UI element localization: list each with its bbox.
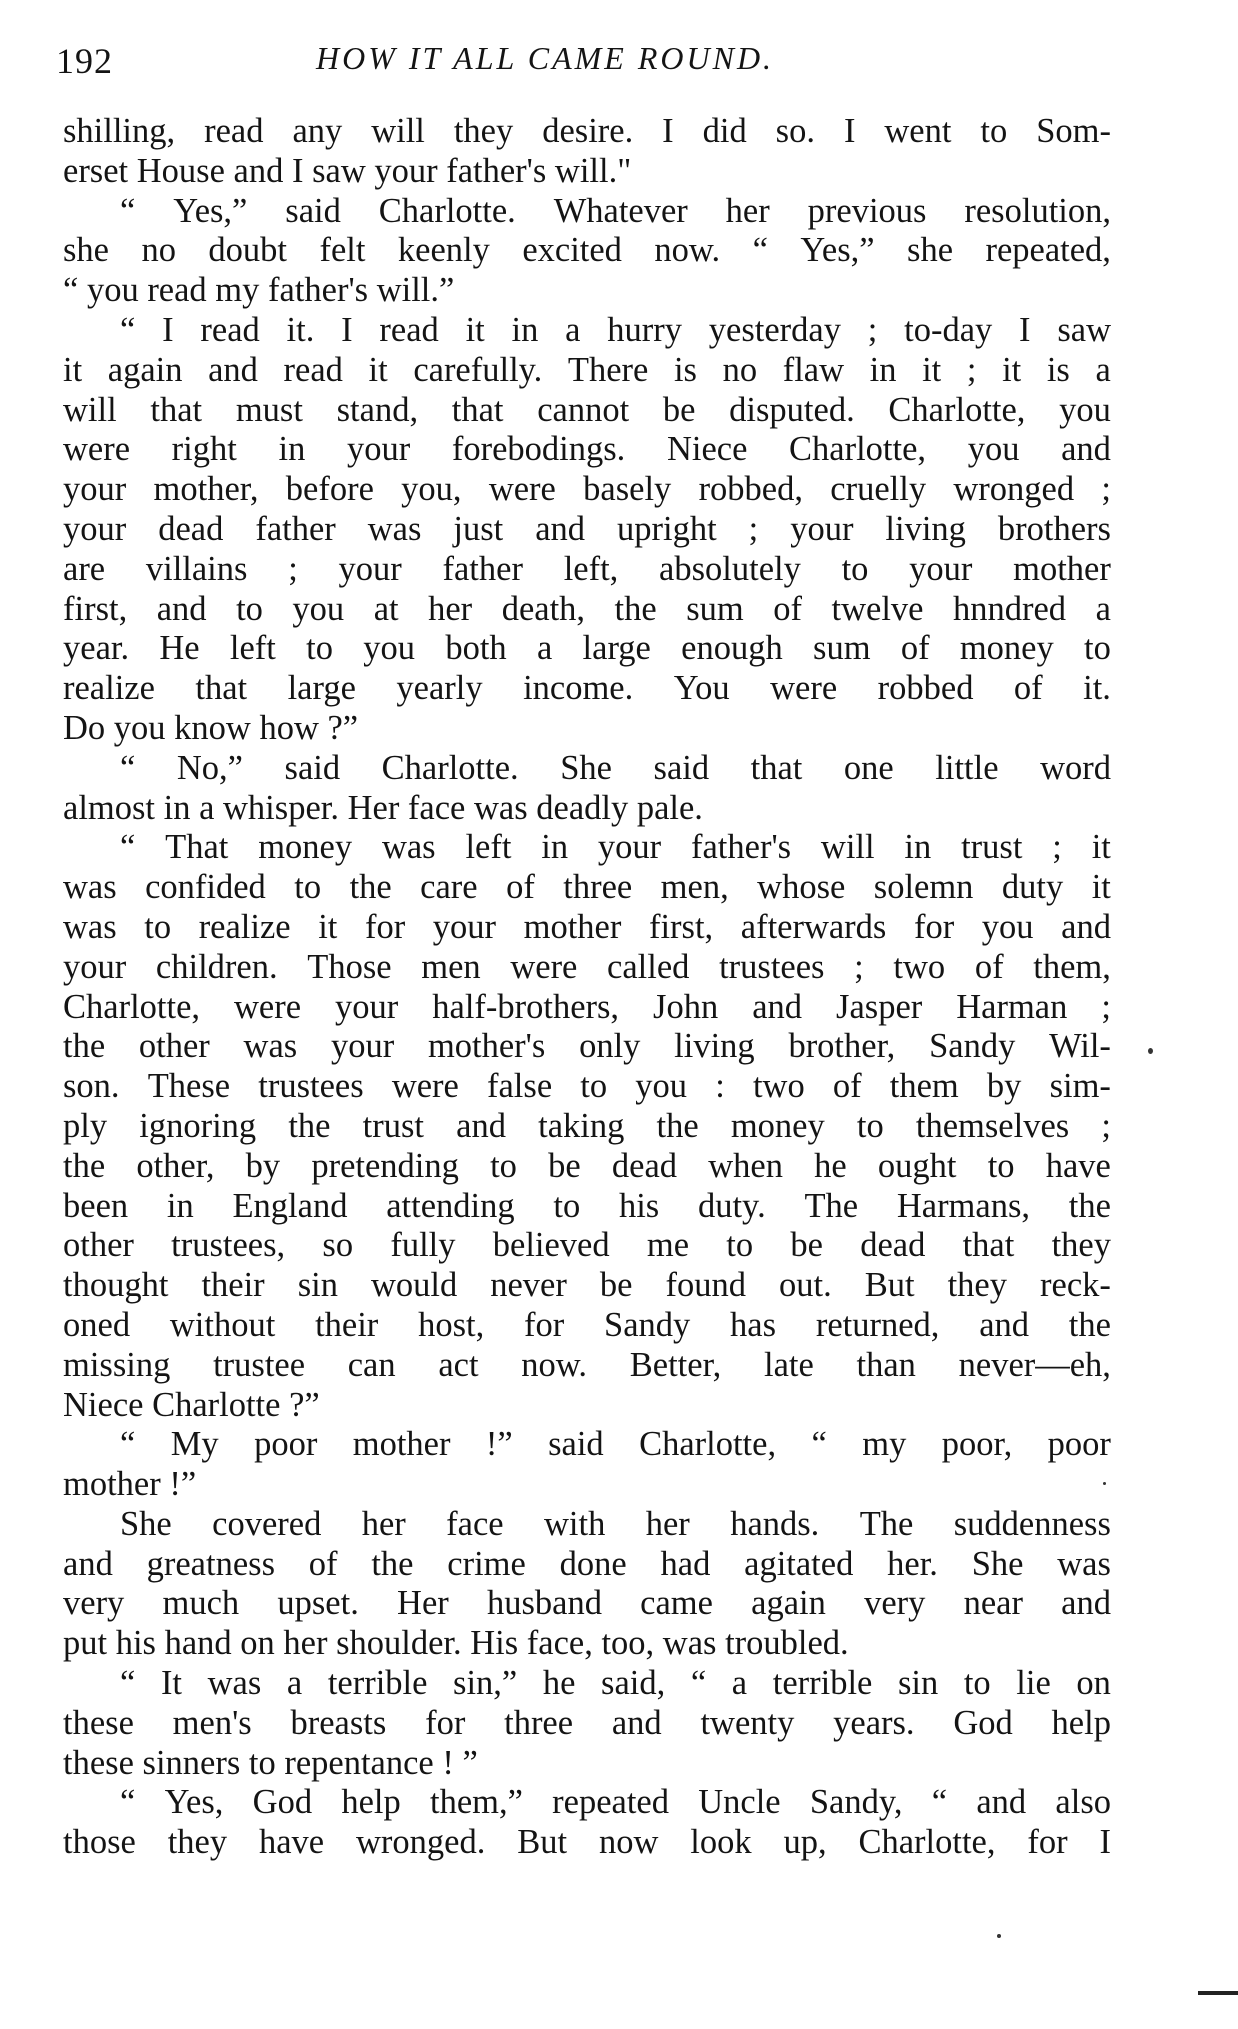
text-line (63, 749, 1111, 789)
text-line-content: shilling, read any will they desire. I did so. I went to Som- (63, 112, 1111, 150)
text-line-content: She covered her face with her hands. The suddenness (120, 1504, 1111, 1543)
text-line (63, 669, 1111, 709)
text-line (63, 828, 1111, 868)
text-line (63, 1505, 1111, 1545)
page-edge-mark (1198, 1991, 1238, 1995)
text-line-content: put his hand on her shoulder. His face, too, was troubled. (63, 1624, 849, 1663)
text-line (63, 1425, 1111, 1465)
text-line-content: was to realize it for your mother first, afterwards for you and (63, 907, 1111, 946)
text-line-content: almost in a whisper. Her face was deadly pale. (63, 788, 703, 827)
text-line-content: ply ignoring the trust and taking the money to themselves ; (63, 1106, 1111, 1145)
text-line-content: and greatness of the crime done had agitated her. She was (63, 1544, 1111, 1583)
text-line (63, 590, 1111, 630)
text-line-content: the other, by pretending to be dead when he ought to have (63, 1146, 1111, 1185)
text-line-content: Charlotte, were your half-brothers, John and Jasper Harman ; (63, 987, 1111, 1026)
page-header (56, 36, 1116, 86)
text-line (63, 1067, 1111, 1107)
text-line (63, 1584, 1111, 1624)
text-line-content: it again and read it carefully. There is no flaw in it ; it is a (63, 350, 1111, 389)
text-line-content: “ It was a terrible sin,” he said, “ a terrible sin to lie on (120, 1664, 1111, 1703)
text-line (63, 192, 1111, 232)
text-line (63, 1187, 1111, 1227)
text-line (63, 1704, 1111, 1744)
text-line (63, 470, 1111, 510)
text-line-content: realize that large yearly income. You were robbed of it. (63, 669, 1111, 708)
print-speck (997, 1934, 1001, 1938)
text-line-content: missing trustee can act now. Better, late than never—eh, (63, 1345, 1111, 1384)
text-line (63, 1744, 1111, 1784)
print-speck (1103, 1482, 1106, 1485)
text-line-content: your children. Those men were called trustees ; two of them, (63, 947, 1111, 986)
text-line-content: “ Yes, God help them,” repeated Uncle Sandy, “ and also (120, 1783, 1111, 1822)
text-line (63, 231, 1111, 271)
text-line (63, 629, 1111, 669)
text-line-content: these men's breasts for three and twenty years. God help (63, 1703, 1111, 1742)
text-line (63, 709, 1111, 749)
text-line (63, 1545, 1111, 1585)
text-line (63, 391, 1111, 431)
text-line-content: oned without their host, for Sandy has returned, and the (63, 1305, 1111, 1344)
text-line (63, 1386, 1111, 1426)
text-line (63, 112, 1111, 152)
text-line (63, 510, 1111, 550)
text-line (63, 988, 1111, 1028)
text-line (63, 868, 1111, 908)
text-line-content: were right in your forebodings. Niece Charlotte, you and (63, 430, 1111, 469)
text-line-content: son. These trustees were false to you : two of them by sim- (63, 1067, 1111, 1106)
text-line-content: “ Yes,” said Charlotte. Whatever her previous resolution, (120, 191, 1111, 230)
text-line-content: been in England attending to his duty. The Harmans, the (63, 1186, 1111, 1225)
text-line (63, 1465, 1111, 1505)
running-title: HOW IT ALL CAME ROUND. (316, 40, 775, 76)
text-line (63, 550, 1111, 590)
text-line (63, 1306, 1111, 1346)
text-line-content: other trustees, so fully believed me to be dead that they (63, 1226, 1111, 1265)
text-line (63, 789, 1111, 829)
text-line (63, 351, 1111, 391)
print-speck (1148, 1048, 1153, 1054)
text-line (63, 1346, 1111, 1386)
text-line (63, 908, 1111, 948)
text-line-content: “ I read it. I read it in a hurry yesterday ; to-day I saw (120, 310, 1111, 349)
text-line-content: will that must stand, that cannot be disputed. Charlotte, you (63, 390, 1111, 429)
text-line (63, 271, 1111, 311)
text-line (63, 152, 1111, 192)
text-line-content: first, and to you at her death, the sum of twelve hnndred a (63, 589, 1111, 628)
text-line (63, 1226, 1111, 1266)
text-line (63, 1107, 1111, 1147)
text-line-content: erset House and I saw your father's will." (63, 151, 632, 190)
text-line-content: she no doubt felt keenly excited now. “ Yes,” she repeated, (63, 231, 1111, 270)
page-number: 192 (56, 41, 113, 81)
text-line-content: “ That money was left in your father's will in trust ; it (120, 828, 1111, 867)
text-line-content: year. He left to you both a large enough sum of money to (63, 629, 1111, 668)
text-line-content: your dead father was just and upright ; your living brothers (63, 509, 1111, 548)
text-line-content: was confided to the care of three men, whose solemn duty it (63, 868, 1111, 907)
text-line (63, 430, 1111, 470)
text-line-content: thought their sin would never be found out. But they reck- (63, 1266, 1111, 1305)
text-line (63, 948, 1111, 988)
text-line-content: your mother, before you, were basely robbed, cruelly wronged ; (63, 470, 1111, 509)
text-line (63, 1783, 1111, 1823)
text-line (63, 1266, 1111, 1306)
text-line (63, 311, 1111, 351)
text-line-content: Do you know how ?” (63, 708, 359, 747)
text-line-content: Niece Charlotte ?” (63, 1385, 320, 1424)
text-line-content: are villains ; your father left, absolutely to your mother (63, 549, 1111, 588)
text-line-content: mother !” (63, 1465, 197, 1504)
text-line-content: the other was your mother's only living brother, Sandy Wil- (63, 1027, 1111, 1066)
text-line (63, 1823, 1111, 1863)
text-line (63, 1624, 1111, 1664)
text-line-content: “ you read my father's will.” (63, 271, 455, 310)
text-line (63, 1147, 1111, 1187)
text-line-content: “ No,” said Charlotte. She said that one little word (120, 748, 1111, 787)
text-line (63, 1027, 1111, 1067)
text-line-content: “ My poor mother !” said Charlotte, “ my poor, poor (120, 1425, 1111, 1464)
text-line-content: very much upset. Her husband came again very near and (63, 1584, 1111, 1623)
body-text (63, 112, 1111, 1863)
text-line (63, 1664, 1111, 1704)
text-line-content: these sinners to repentance ! ” (63, 1743, 478, 1782)
text-line-content: those they have wronged. But now look up, Charlotte, for I (63, 1823, 1111, 1862)
